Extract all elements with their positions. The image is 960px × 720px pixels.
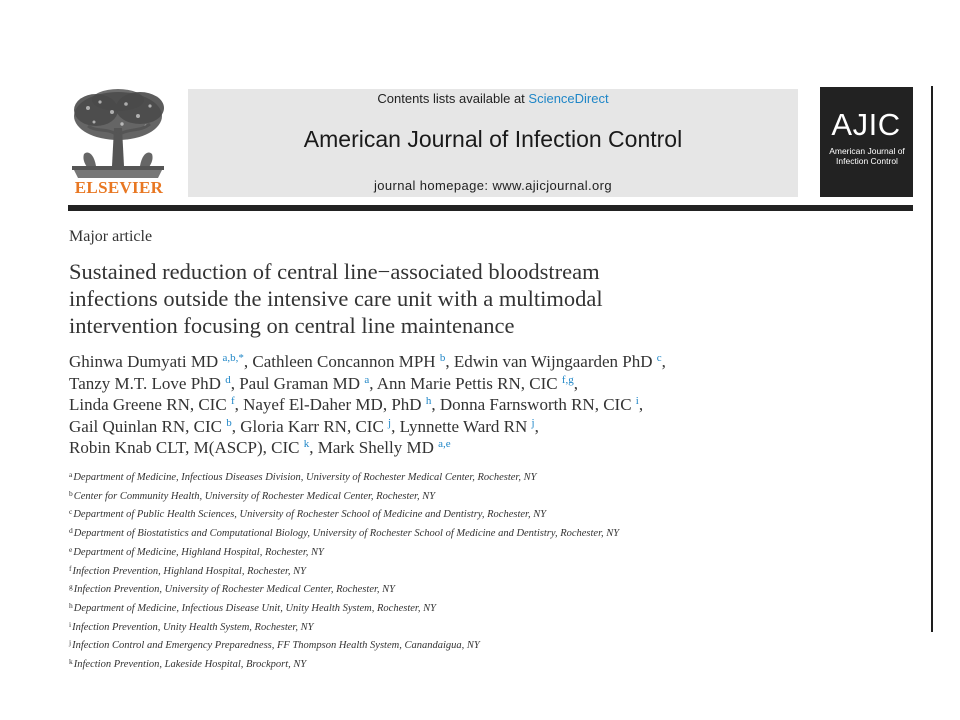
author-line: [69, 416, 829, 438]
affiliation-mark: k: [69, 657, 73, 667]
publisher-name: ELSEVIER: [74, 178, 164, 197]
affiliation-item: [69, 598, 829, 617]
affiliation-item: [69, 523, 829, 542]
author-name: Tanzy M.T. Love PhD: [69, 373, 221, 393]
author-separator: ,: [534, 416, 539, 436]
affiliation-item: [69, 635, 829, 654]
author-separator: ,: [661, 352, 666, 371]
affiliation-item: [69, 561, 829, 580]
affiliation-text: Infection Prevention, Highland Hospital, Rochester, NY: [72, 565, 306, 577]
affiliation-item: [69, 579, 829, 598]
affiliation-item: [69, 486, 829, 505]
affiliation-mark: e: [69, 544, 73, 554]
affiliation-item: [69, 654, 829, 673]
author-separator: ,: [431, 395, 440, 414]
affiliation-marker[interactable]: i: [635, 395, 639, 407]
affiliation-mark: h: [69, 600, 73, 610]
author-line: [69, 351, 829, 373]
affiliation-marker[interactable]: j: [388, 416, 392, 429]
author-name: Edwin van Wijngaarden PhD: [453, 352, 653, 371]
header-divider: [68, 205, 913, 211]
author-name: Cathleen Concannon MPH: [252, 352, 436, 371]
affiliation-marker[interactable]: f: [230, 395, 235, 407]
author-separator: ,: [234, 395, 244, 414]
cover-line-2: Infection Control: [836, 156, 898, 166]
affiliation-marker[interactable]: f,g: [561, 373, 574, 386]
affiliation-mark: f: [69, 563, 72, 573]
affiliation-text: Center for Community Health, University of Rochester Medical Center, Rochester, NY: [73, 490, 436, 502]
article-type: Major article: [69, 228, 153, 245]
affiliation-mark: c: [69, 507, 73, 517]
tree-icon: [66, 88, 170, 180]
cover-journal-name: [824, 146, 910, 166]
author-name: Ann Marie Pettis RN, CIC: [376, 373, 558, 393]
author-separator: ,: [445, 352, 454, 371]
author-separator: ,: [230, 373, 240, 393]
author-list: [69, 351, 829, 459]
affiliation-text: Infection Prevention, Unity Health System, Rochester, NY: [72, 621, 314, 633]
affiliation-marker[interactable]: d: [225, 373, 231, 386]
author-name: Paul Graman MD: [239, 373, 361, 393]
affiliation-item: [69, 467, 829, 486]
journal-cover: [820, 87, 913, 197]
author-name: Ghinwa Dumyati MD: [69, 352, 219, 371]
author-name: Donna Farnsworth RN, CIC: [439, 395, 632, 414]
affiliation-marker[interactable]: j: [531, 416, 535, 429]
affiliation-mark: a: [69, 470, 73, 479]
affiliation-mark: i: [69, 619, 72, 629]
author-separator: ,: [231, 416, 241, 436]
affiliation-mark: j: [69, 638, 72, 648]
affiliation-item: [69, 617, 829, 636]
affiliation-text: Infection Control and Emergency Preparedness, FF Thompson Health System, Canandaigua, NY: [72, 640, 480, 652]
title-line: intervention focusing on central line maintenance: [69, 313, 515, 338]
affiliation-marker[interactable]: c: [656, 352, 662, 364]
author-name: Gloria Karr RN, CIC: [240, 416, 384, 436]
journal-homepage[interactable]: journal homepage: www.ajicjournal.org: [373, 178, 613, 193]
title-line: Sustained reduction of central line−associated bloodstream: [69, 259, 600, 284]
author-name: Mark Shelly MD: [317, 438, 434, 457]
author-line: [69, 373, 829, 395]
affiliation-marker[interactable]: b: [226, 416, 232, 429]
contents-line: [188, 91, 798, 107]
author-line: [69, 394, 829, 416]
author-separator: ,: [243, 352, 253, 371]
affiliation-mark: d: [69, 526, 73, 536]
affiliation-item: [69, 542, 829, 561]
affiliation-marker[interactable]: a: [364, 373, 370, 386]
affiliation-list: [69, 467, 829, 673]
affiliation-text: Infection Prevention, University of Rochester Medical Center, Rochester, NY: [73, 584, 395, 596]
affiliation-text: Department of Biostatistics and Computational Biology, University of Rochester School of Medicine and Dentistry, Rochester, NY: [73, 528, 620, 540]
affiliation-text: Department of Public Health Sciences, University of Rochester School of Medicine and Dentistry, Rochester, NY: [73, 509, 547, 521]
title-line: infections outside the intensive care unit with a multimodal: [69, 286, 603, 311]
author-name: Linda Greene RN, CIC: [69, 395, 227, 414]
author-name: Gail Quinlan RN, CIC: [69, 416, 222, 436]
affiliation-marker[interactable]: a,b,*: [222, 352, 244, 364]
author-line: [69, 437, 829, 459]
affiliation-text: Infection Prevention, Lakeside Hospital, Brockport, NY: [73, 659, 307, 671]
affiliation-text: Department of Medicine, Highland Hospital, Rochester, NY: [73, 546, 324, 558]
journal-title: American Journal of Infection Control: [303, 126, 683, 152]
contents-prefix: Contents lists available at: [377, 91, 529, 106]
author-name: Robin Knab CLT, M(ASCP), CIC: [69, 438, 300, 457]
author-separator: ,: [391, 416, 400, 436]
affiliation-text: Department of Medicine, Infectious Diseases Division, University of Rochester Medical Center, Rochester, NY: [73, 472, 537, 483]
affiliation-text: Department of Medicine, Infectious Disease Unit, Unity Health System, Rochester, NY: [73, 602, 436, 614]
author-separator: ,: [573, 373, 579, 393]
author-separator: ,: [369, 373, 377, 393]
cover-abbreviation: AJIC: [831, 107, 901, 142]
author-separator: ,: [309, 438, 318, 457]
author-name: Lynnette Ward RN: [399, 416, 528, 436]
right-edge-line: [931, 86, 933, 632]
cover-line-1: American Journal of: [829, 146, 905, 156]
affiliation-marker[interactable]: k: [303, 438, 310, 450]
affiliation-mark: b: [69, 488, 73, 498]
affiliation-marker[interactable]: a,e: [438, 438, 451, 450]
article-title: [69, 258, 829, 339]
affiliation-item: [69, 504, 829, 523]
author-name: Nayef El-Daher MD, PhD: [243, 395, 422, 414]
affiliation-marker[interactable]: h: [425, 395, 432, 407]
affiliation-mark: g: [69, 582, 73, 592]
sciencedirect-link[interactable]: ScienceDirect: [528, 91, 609, 106]
affiliation-marker[interactable]: b: [439, 352, 446, 364]
author-separator: ,: [638, 395, 644, 414]
journal-masthead: [188, 89, 798, 197]
